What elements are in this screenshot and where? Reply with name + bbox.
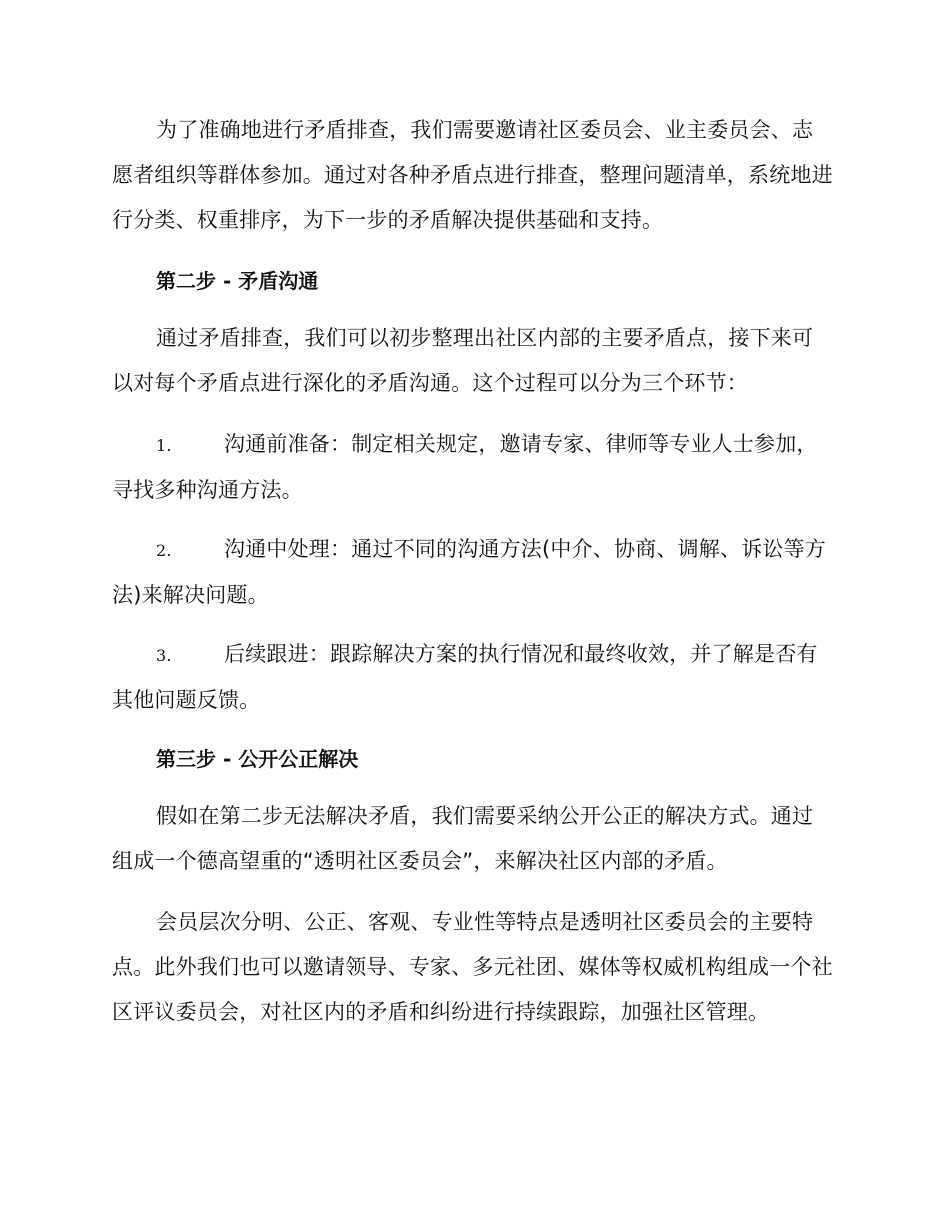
step2-paragraph: 通过矛盾排查，我们可以初步整理出社区内部的主要矛盾点，接下来可以对每个矛盾点进行深化的矛盾沟通。这个过程可以分为三个环节： [112,326,814,395]
list-item [112,422,834,513]
list-item-text: 沟通中处理：通过不同的沟通方法(中介、协商、调解、诉讼等方法)来解决问题。 [112,537,826,607]
step3-paragraph-1: 假如在第二步无法解决矛盾，我们需要采纳公开公正的解决方式。通过组成一个德高望重的“透明社区委员会”，来解决社区内部的矛盾。 [112,804,814,873]
list-item [112,632,834,723]
step2-heading: 第二步 - 矛盾沟通 [156,269,319,293]
list-item-text: 沟通前准备：制定相关规定，邀请专家、律师等专业人士参加，寻找多种沟通方法。 [112,432,818,502]
document-body [112,108,834,1051]
list-item-text: 后续跟进：跟踪解决方案的执行情况和最终收效，并了解是否有其他问题反馈。 [112,642,818,712]
list-number: 1. [156,436,172,455]
list-item [112,527,834,618]
list-number: 3. [156,646,172,665]
list-number: 2. [156,541,172,560]
step3-paragraph-2: 会员层次分明、公正、客观、专业性等特点是透明社区委员会的主要特点。此外我们也可以邀请领导、专家、多元社团、媒体等权威机构组成一个社区评议委员会，对社区内的矛盾和纠纷进行持续跟踪，加强社区管理。 [112,910,833,1024]
intro-paragraph: 为了准确地进行矛盾排查，我们需要邀请社区委员会、业主委员会、志愿者组织等群体参加。通过对各种矛盾点进行排查，整理问题清单，系统地进行分类、权重排序，为下一步的矛盾解决提供基础和支持。 [112,118,833,232]
step3-heading: 第三步 - 公开公正解决 [156,747,359,771]
